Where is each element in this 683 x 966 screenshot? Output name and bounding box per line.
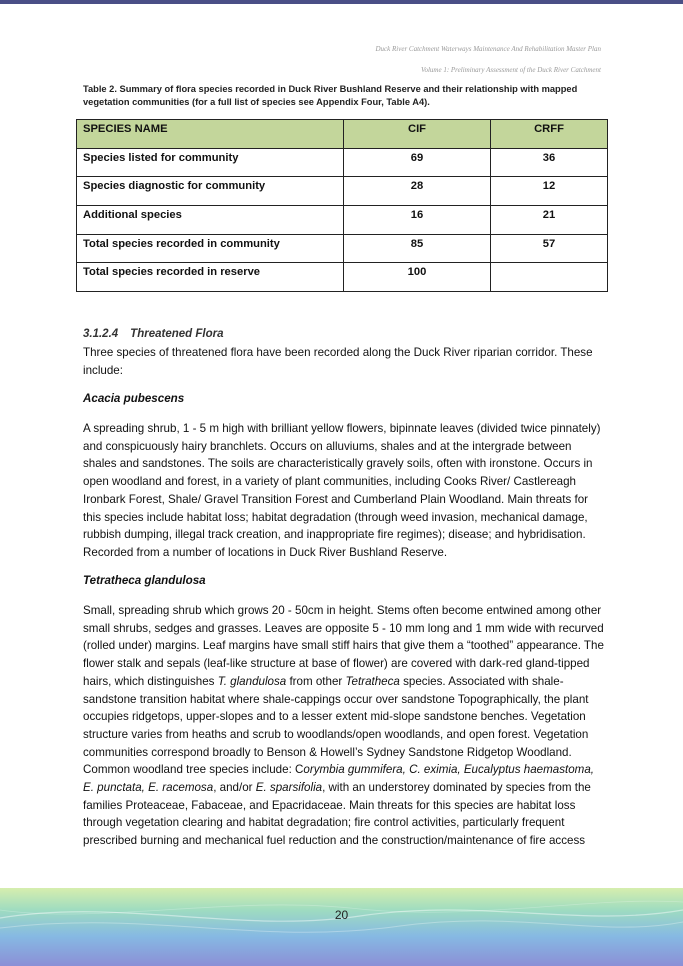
cell-label: Species listed for community [77, 148, 344, 177]
table-caption: Table 2. Summary of flora species recorded in Duck River Bushland Reserve and their relationship with mapped vegetation communities (for a full list of species see Appendix Four, Table A4). [83, 84, 578, 107]
table-row [77, 148, 608, 177]
cell-cif: 69 [344, 148, 491, 177]
species-description-tetratheca [83, 602, 606, 850]
section-number: 3.1.2.4 [83, 328, 119, 340]
table-row [77, 206, 608, 235]
cell-crff: 12 [491, 177, 608, 206]
italic-taxon: Tetratheca [345, 674, 400, 688]
top-border [0, 0, 683, 4]
table-row [77, 177, 608, 206]
section-intro: Three species of threatened flora have been recorded along the Duck River riparian corridor. These include: [83, 346, 593, 377]
section-heading [83, 328, 223, 340]
cell-crff: 57 [491, 234, 608, 263]
italic-taxon: orymbia gummifera, C. eximia, Eucalyptus haemastoma, E. punctata, E. racemosa [83, 763, 595, 795]
section-title: Threatened Flora [130, 328, 224, 340]
footer-wave-decoration [0, 888, 683, 966]
italic-taxon: T. glandulosa [217, 674, 287, 688]
text-run: , with an understorey dominated by species from the families Proteaceae, Fabaceae, and Epacridaceae. Main threats for this species are habitat loss through vegetation clearing and habitat degradation; fire control activities, particularly frequent prescribed burning and mechanical fuel reduction and the construction/maintenance of fire access [83, 781, 591, 848]
species-description-acacia: A spreading shrub, 1 - 5 m high with brilliant yellow flowers, bipinnate leaves (divided twice pinnately) and conspicuously hairy branchlets. Occurs on alluviums, shales and at the intergrade between shales and sandstones. The soils are characteristically gravely soils, often with ironstone. Occurs in open woodland and forest, in a variety of plant communities, including Cooks River/ Castlereagh Ironbark Forest, Shale/ Gravel Transition Forest and Cumberland Plain Woodland. Main threats for this species include habitat loss; habitat degradation (through weed invasion, mechanical damage, rubbish dumping, illegal track creation, and inappropriate fire regimes); disease; and hybridisation. Recorded from a number of locations in Duck River Bushland Reserve. [83, 422, 601, 559]
text-run: from other [286, 674, 346, 688]
italic-taxon: E. sparsifolia [255, 781, 323, 795]
table-header-row [77, 120, 608, 149]
table-row [77, 263, 608, 292]
cell-cif: 28 [344, 177, 491, 206]
cell-label: Total species recorded in community [77, 234, 344, 263]
text-run: , and/or [213, 781, 256, 795]
footer-banner [0, 888, 683, 966]
header-species-name: SPECIES NAME [77, 120, 344, 149]
cell-crff: 21 [491, 206, 608, 235]
text-run: species. Associated with shale-sandstone transition habitat where shale-cappings occur over sandstone Topographically, the plant occupies ridgetops, upper-slopes and to a lesser extent mid-slope sandstone benches. Vegetation structure varies from heaths and scrub to woodlands/open woodlands, and open forest. Vegetation communities correspond broadly to Benson & Howell’s Sydney Sandstone Ridgetop Woodland. Common woodland tree species include: C [83, 674, 589, 777]
text-run: Small, spreading shrub which grows 20 - 50cm in height. Stems often become entwined among other small shrubs, sedges and grasses. Leaves are opposite 5 - 10 mm long and 1 mm wide with recurved (rolled under) margins. Leaf margins have small stiff hairs that give them a “toothed” appearance. The flower stalk and sepals (leaf-like structure at base of flower) are covered with dark-red gland-tipped hairs, which distinguishes [83, 604, 604, 688]
cell-label: Species diagnostic for community [77, 177, 344, 206]
cell-crff [491, 263, 608, 292]
table-row [77, 234, 608, 263]
cell-cif: 100 [344, 263, 491, 292]
species-heading-tetratheca: Tetratheca glandulosa [83, 574, 206, 587]
running-header-title: Duck River Catchment Waterways Maintenance And Rehabilitation Master Plan [375, 45, 601, 53]
cell-cif: 16 [344, 206, 491, 235]
cell-label: Additional species [77, 206, 344, 235]
flora-summary-table [76, 119, 608, 292]
cell-cif: 85 [344, 234, 491, 263]
page-number: 20 [334, 908, 349, 922]
cell-label: Total species recorded in reserve [77, 263, 344, 292]
species-heading-acacia: Acacia pubescens [83, 392, 185, 405]
header-crff: CRFF [491, 120, 608, 149]
header-cif: CIF [344, 120, 491, 149]
running-header-volume: Volume 1: Preliminary Assessment of the Duck River Catchment [420, 66, 601, 74]
cell-crff: 36 [491, 148, 608, 177]
